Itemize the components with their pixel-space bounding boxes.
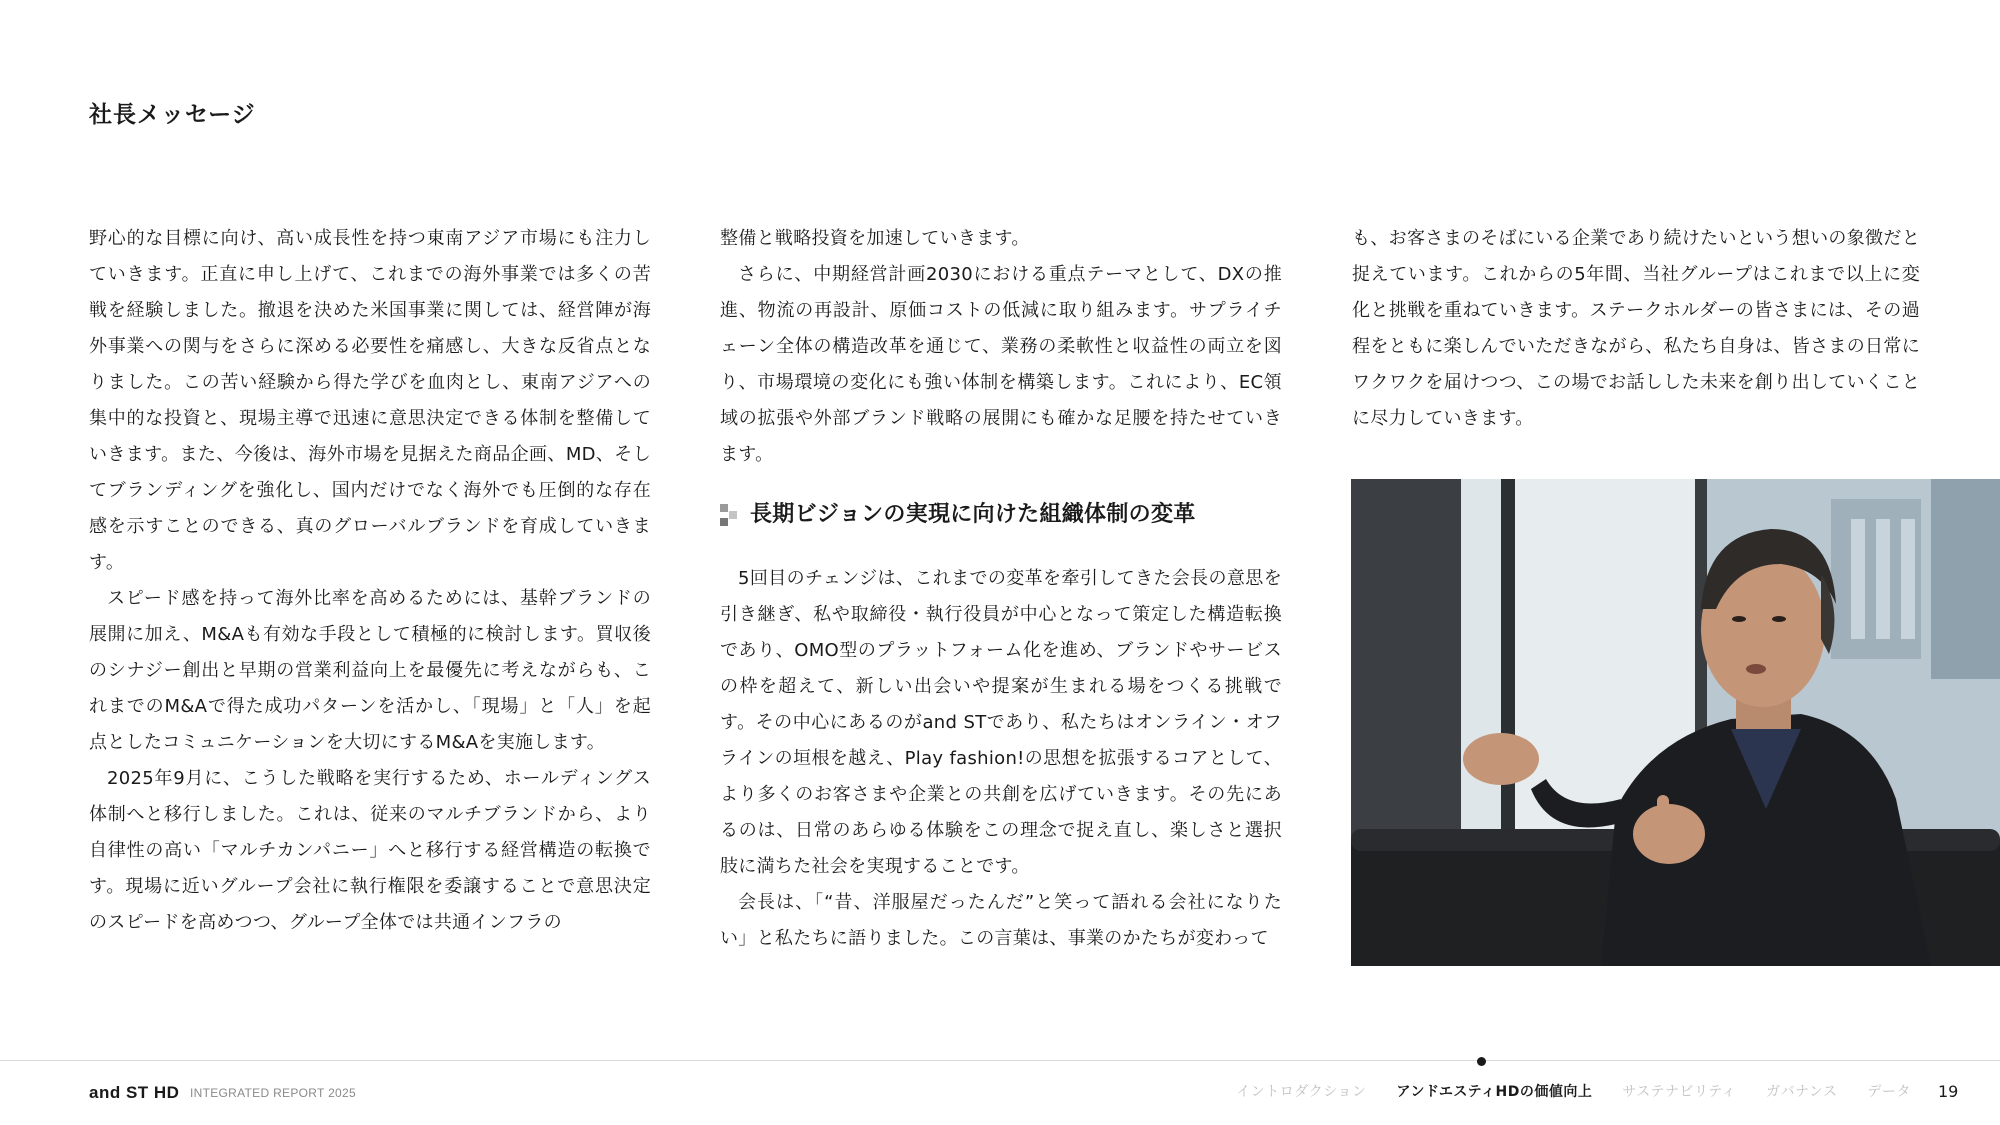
footer-divider <box>0 1060 2000 1061</box>
nav-governance[interactable]: ガバナンス <box>1766 1084 1838 1100</box>
paragraph: 5回目のチェンジは、これまでの変革を牽引してきた会長の意思を引き継ぎ、私や取締役・執行役員が中心となって策定した構造転換であり、OMO型のプラットフォーム化を進め、ブランドやサービスの枠を超えて、新しい出会いや提案が生まれる場をつくる挑戦です。その中心にあるのがand STであり、私たちはオンライン・オフラインの垣根を越え、Play fashion!の思想を拡張するコアとして、より多くのお客さまや企業との共創を広げていきます。その先にあるのは、日常のあらゆる体験をこの理念で捉え直し、楽しさと選択肢に満ちた社会を実現することです。 <box>720 568 1282 877</box>
paragraph: 整備と戦略投資を加速していきます。 <box>720 228 1030 249</box>
text-column-3 <box>1352 221 1920 437</box>
footer-nav <box>1236 1081 1911 1101</box>
paragraph: 2025年9月に、こうした戦略を実行するため、ホールディングス体制へと移行しました。これは、従来のマルチブランドから、より自律性の高い「マルチカンパニー」へと移行する経営構造の転換です。現場に近いグループ会社に執行権限を委譲することで意思決定のスピードを高めつつ、グループ全体では共通インフラの <box>89 768 651 933</box>
company-logo[interactable]: and ST HD <box>89 1083 180 1102</box>
paragraph: 野心的な目標に向け、高い成長性を持つ東南アジア市場にも注力していきます。正直に申し上げて、これまでの海外事業では多くの苦戦を経験しました。撤退を決めた米国事業に関しては、経営陣が海外事業への関与をさらに深める必要性を痛感し、大きな反省点となりました。この苦い経験から得た学びを血肉とし、東南アジアへの集中的な投資と、現場主導で迅速に意思決定できる体制を整備していきます。また、今後は、海外市場を見据えた商品企画、MD、そしてブランディングを強化し、国内だけでなく海外でも圧倒的な存在感を示すことのできる、真のグローバルブランドを育成していきます。 <box>89 228 651 573</box>
paragraph: も、お客さまのそばにいる企業であり続けたいという想いの象徴だと捉えています。これからの5年間、当社グループはこれまで以上に変化と挑戦を重ねていきます。ステークホルダーの皆さまには、その過程をともに楽しんでいただきながら、私たち自身は、皆さまの日常にワクワクを届けつつ、この場でお話しした未来を創り出していくことに尽力していきます。 <box>1352 228 1920 429</box>
nav-data[interactable]: データ <box>1867 1084 1911 1100</box>
nav-value-enhancement[interactable]: アンドエスティHDの価値向上 <box>1396 1084 1593 1100</box>
active-section-indicator <box>1477 1057 1486 1066</box>
president-photo <box>1351 479 2000 966</box>
heading-marker-icon <box>720 504 738 526</box>
page-title: 社長メッセージ <box>89 102 256 128</box>
section-heading <box>720 495 1282 535</box>
text-column-1 <box>89 221 651 941</box>
nav-sustainability[interactable]: サステナビリティ <box>1622 1084 1737 1100</box>
paragraph: スピード感を持って海外比率を高めるためには、基幹ブランドの展開に加え、M&Aも有効な手段として積極的に検討します。買収後のシナジー創出と早期の営業利益向上を最優先に考えながらも、これまでのM&Aで得た成功パターンを活かし、「現場」と「人」を起点としたコミュニケーションを大切にするM&Aを実施します。 <box>89 588 651 753</box>
page-number: 19 <box>1938 1082 1959 1101</box>
paragraph: さらに、中期経営計画2030における重点テーマとして、DXの推進、物流の再設計、原価コストの低減に取り組みます。サプライチェーン全体の構造改革を通じて、業務の柔軟性と収益性の両立を図り、市場環境の変化にも強い体制を構築します。これにより、EC領域の拡張や外部ブランド戦略の展開にも確かな足腰を持たせていきます。 <box>720 264 1282 465</box>
nav-introduction[interactable]: イントロダクション <box>1236 1084 1367 1100</box>
paragraph: 会長は、「“昔、洋服屋だったんだ”と笑って語れる会社になりたい」と私たちに語りました。この言葉は、事業のかたちが変わって <box>720 892 1282 949</box>
report-title: INTEGRATED REPORT 2025 <box>190 1086 356 1100</box>
text-column-2 <box>720 221 1282 957</box>
section-heading-text: 長期ビジョンの実現に向けた組織体制の変革 <box>750 502 1196 527</box>
